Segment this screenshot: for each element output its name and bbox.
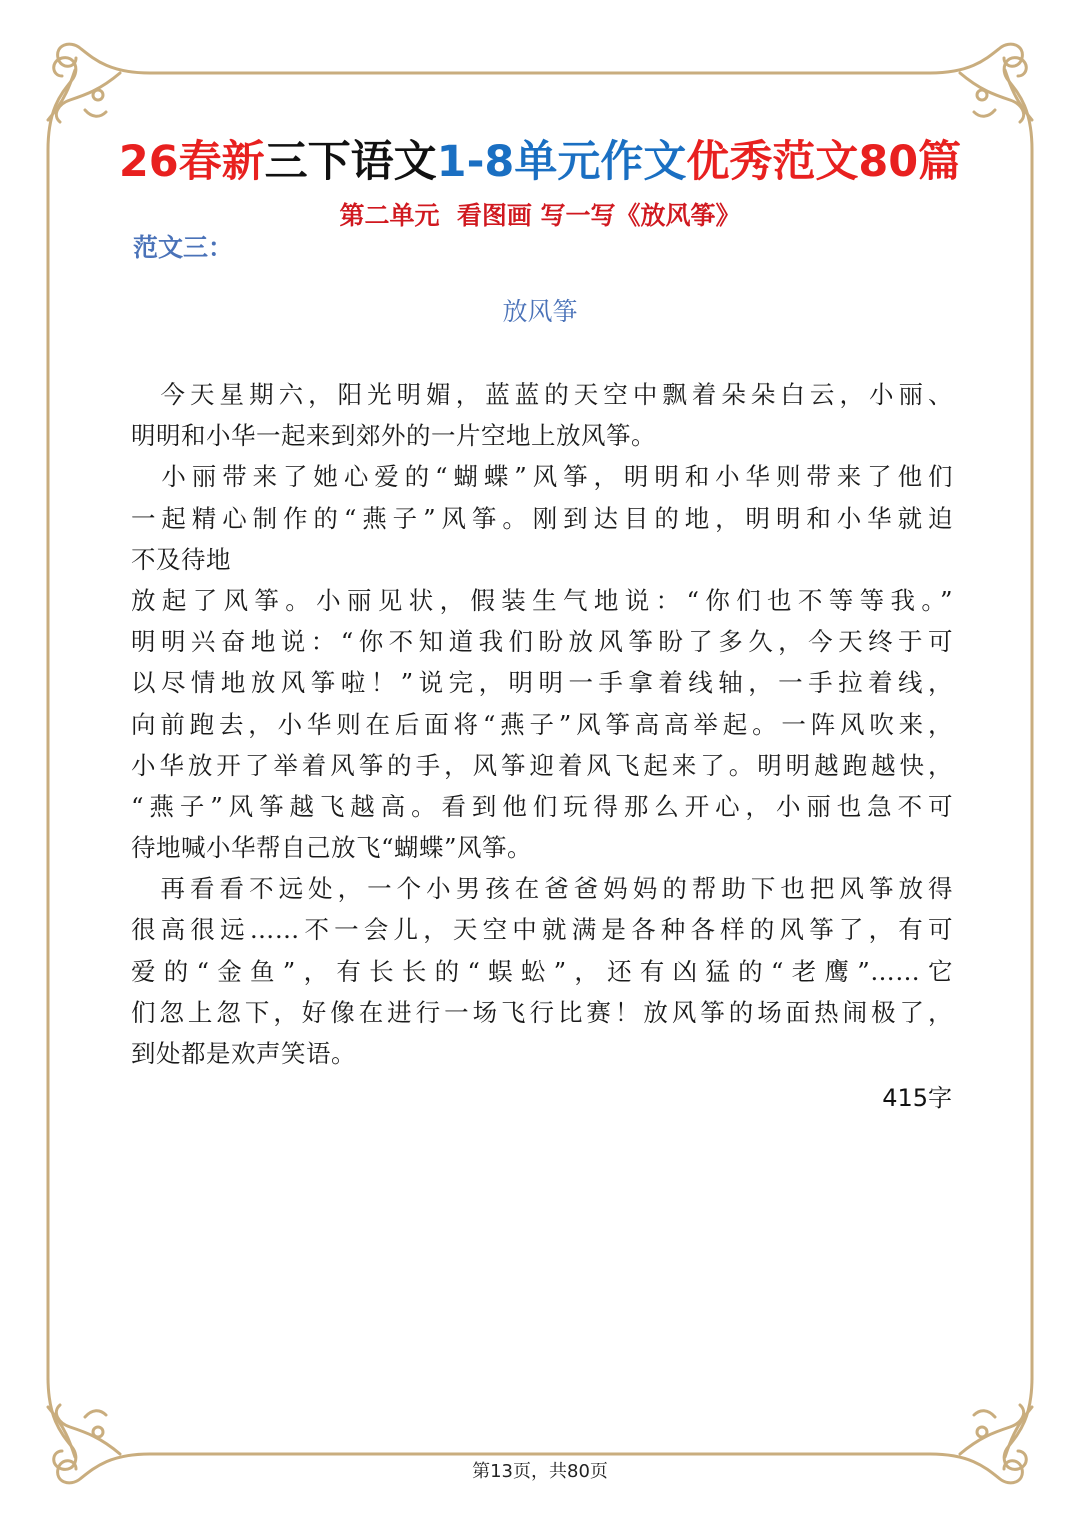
word-count: 415字	[882, 1084, 952, 1112]
essay-body	[131, 374, 953, 1074]
essay-line: 很高很远……不一会儿，天空中就满是各种各样的风筝了，有可	[131, 915, 953, 945]
essay-line: 明明兴奋地说：“你不知道我们盼放风筝盼了多久，今天终于可	[131, 627, 953, 657]
document-title	[0, 132, 1080, 192]
document-subtitle: 第二单元 看图画 写一写《放风筝》	[339, 201, 741, 230]
essay-line: 不及待地	[131, 544, 231, 574]
essay-line: 小丽带来了她心爱的“蝴蝶”风筝，明明和小华则带来了他们	[131, 462, 953, 492]
essay-line: 一起精心制作的“燕子”风筝。刚到达目的地，明明和小华就迫	[131, 503, 953, 533]
essay-line: 爱的“金鱼”，有长长的“蜈蚣”，还有凶猛的“老鹰”……它	[131, 956, 953, 986]
essay-line: 再看看不远处，一个小男孩在爸爸妈妈的帮助下也把风筝放得	[131, 874, 953, 904]
essay-line: “燕子”风筝越飞越高。看到他们玩得那么开心，小丽也急不可	[131, 791, 953, 821]
essay-title: 放风筝	[502, 297, 578, 326]
essay-line: 到处都是欢声笑语。	[131, 1039, 356, 1068]
title-part-year: 26春新	[118, 137, 265, 187]
essay-line: 们忽上忽下，好像在进行一场飞行比赛！放风筝的场面热闹极了，	[131, 997, 953, 1027]
essay-line: 向前跑去，小华则在后面将“燕子”风筝高高举起。一阵风吹来，	[131, 709, 953, 739]
title-part-grade: 三下语文	[264, 137, 437, 187]
page-number: 第13页，共80页	[472, 1461, 608, 1482]
essay-line: 小华放开了举着风筝的手，风筝迎着风飞起来了。明明越跑越快，	[131, 750, 953, 780]
title-part-essays: 优秀范文80篇	[686, 137, 962, 187]
essay-line: 放起了风筝。小丽见状，假装生气地说：“你们也不等等我。”	[131, 585, 953, 615]
essay-line: 今天星期六，阳光明媚，蓝蓝的天空中飘着朵朵白云，小丽、	[131, 380, 953, 409]
essay-line: 明明和小华一起来到郊外的一片空地上放风筝。	[131, 421, 656, 451]
sample-label: 范文三：	[133, 233, 234, 262]
essay-line: 待地喊小华帮自己放飞“蝴蝶”风筝。	[131, 833, 533, 863]
title-part-units: 1-8单元作文	[436, 137, 687, 187]
essay-line: 以尽情地放风筝啦！”说完，明明一手拿着线轴，一手拉着线，	[131, 668, 953, 698]
